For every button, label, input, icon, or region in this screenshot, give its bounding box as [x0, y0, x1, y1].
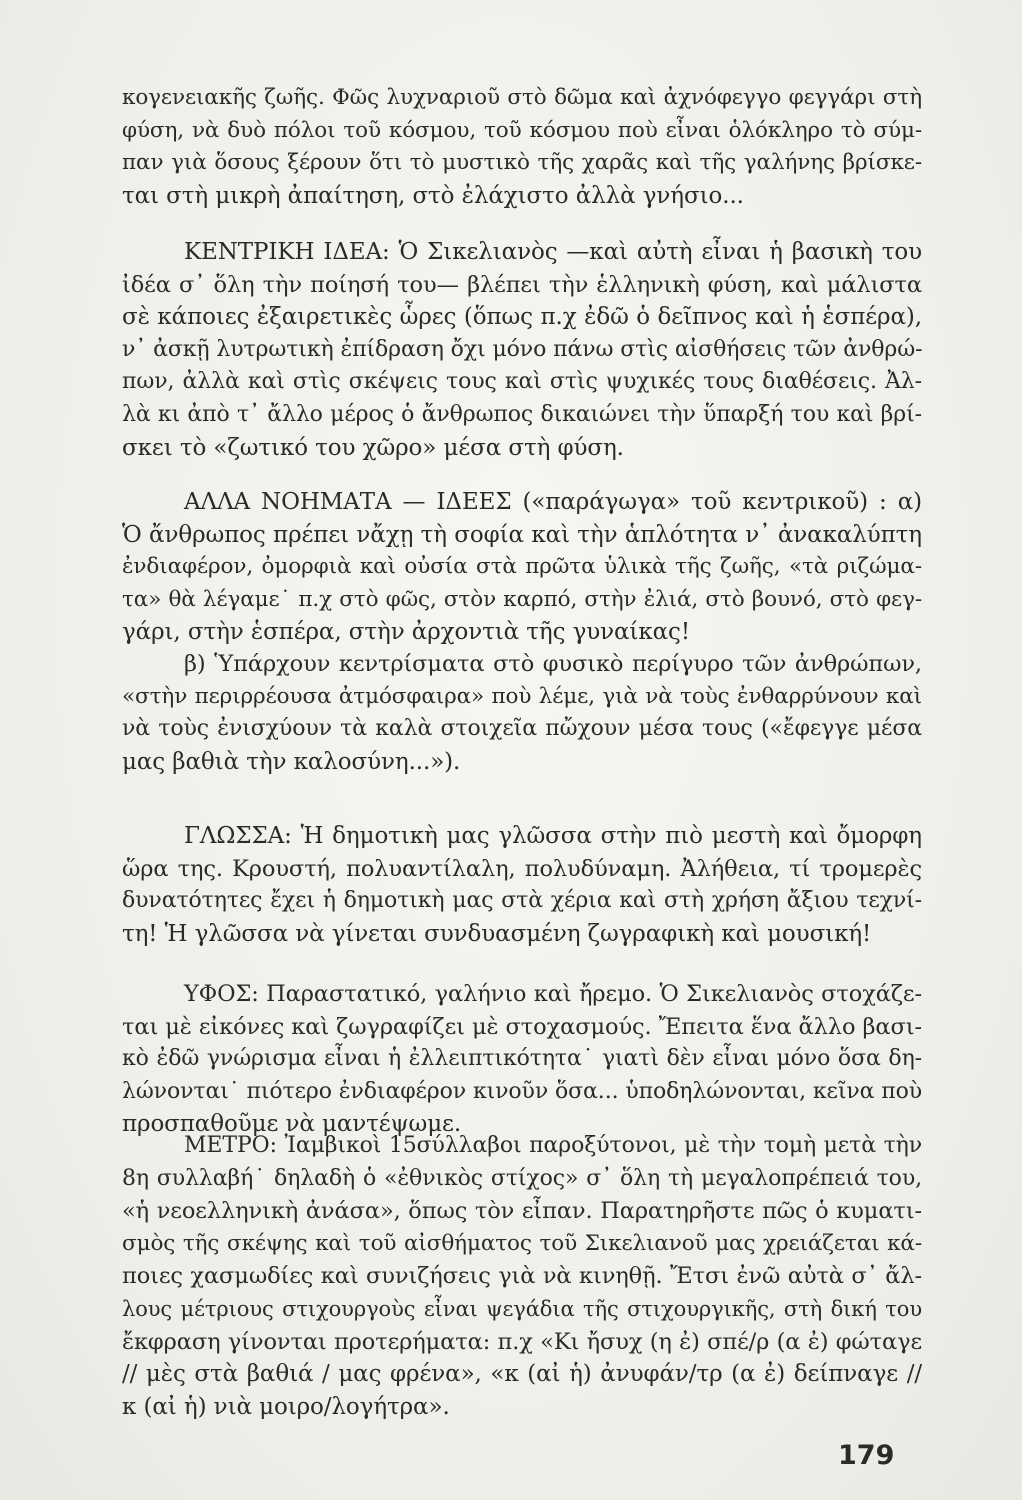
text-line: δυνατότητες ἔχει ἡ δημοτικὴ μας στὰ χέρια καὶ στὴ χρήση ἄξιου τεχνί- [122, 888, 922, 914]
text-line: σὲ κάποιες ἐξαιρετικὲς ὧρες (ὅπως π.χ ἐδῶ ὁ δεῖπνος καὶ ἡ ἑσπέρα), [122, 304, 922, 331]
text-line: ἔκφραση γίνονται προτερήματα: π.χ «Κι ἤσυχ (η ἐ) σπέ/ρ (α ἐ) φώταγε [122, 1328, 922, 1355]
text-line: τα» θὰ λέγαμε˙ π.χ στὸ φῶς, στὸν καρπό, στὴν ἐλιά, στὸ βουνό, στὸ φεγ- [122, 586, 922, 612]
text-line: κογενειακῆς ζωῆς. Φῶς λυχναριοῦ στὸ δῶμα καὶ ἀχνόφεγγο φεγγάρι στὴ [122, 85, 922, 110]
page-number: 179 [838, 1440, 895, 1471]
text-line: λους μέτριους στιχουργοὺς εἶναι ψεγάδια τῆς στιχουργικῆς, στὴ δική του [122, 1296, 922, 1321]
text-line: Ὁ ἄνθρωπος πρέπει νἄχῃ τὴ σοφία καὶ τὴν ἁπλότητα ν᾽ ἀνακαλύπτη [122, 521, 922, 548]
text-line: σκει τὸ «ζωτικό του χῶρο» μέσα στὴ φύση. [122, 434, 624, 461]
text-line: τη! Ἡ γλῶσσα νὰ γίνεται συνδυασμένη ζωγραφικὴ καὶ μουσική! [122, 920, 872, 947]
text-line: ποιες χασμωδίες καὶ συνιζήσεις γιὰ νὰ κινηθῇ. Ἔτσι ἐνῶ αὐτὰ σ᾽ ἄλ- [122, 1263, 922, 1290]
text-line: κ (αἰ ἡ) νιὰ μοιρο/λογήτρα». [122, 1393, 450, 1420]
text-line: «ἡ νεοελληνικὴ ἀνάσα», ὅπως τὸν εἶπαν. Παρατηρῆστε πῶς ὁ κυματι- [122, 1198, 922, 1225]
text-line: ΜΕΤΡΟ: Ἰαμβικοὶ 15σύλλαβοι παροξύτονοι, μὲ τὴν τομὴ μετὰ τὴν [184, 1133, 922, 1158]
text-line: σμὸς τῆς σκέψης καὶ τοῦ αἰσθήματος τοῦ Σικελιανοῦ μας χρειάζεται κά- [122, 1230, 922, 1256]
text-line: ΓΛΩΣΣΑ: Ἡ δημοτικὴ μας γλῶσσα στὴν πιὸ μεστὴ καὶ ὄμορφη [184, 823, 922, 849]
paragraph-other-ideas-b [122, 648, 922, 778]
text-line: ὥρα της. Κρουστή, πολυαντίλαλη, πολυδύναμη. Ἀλήθεια, τί τρομερὲς [122, 855, 922, 882]
text-line: φύση, νὰ δυὸ πόλοι τοῦ κόσμου, τοῦ κόσμου ποὺ εἶναι ὁλόκληρο τὸ σύμ- [122, 117, 922, 143]
paragraph-central-idea [122, 236, 922, 464]
paragraph-language [122, 820, 922, 950]
text-line: ΑΛΛΑ ΝΟΗΜΑΤΑ — ΙΔΕΕΣ («παράγωγα» τοῦ κεντρικοῦ) : α) [184, 489, 922, 515]
text-line: λώνονται˙ πιότερο ἐνδιαφέρον κινοῦν ὅσα... ὑποδηλώνονται, κεῖνα ποὺ [122, 1078, 923, 1104]
text-line: γάρι, στὴν ἑσπέρα, στὴν ἀρχοντιὰ τῆς γυναίκας! [122, 619, 690, 646]
paragraph-meter [122, 1130, 922, 1423]
text-line: πων, ἀλλὰ καὶ στὶς σκέψεις τους καὶ στὶς ψυχικές τους διαθέσεις. Ἀλ- [122, 369, 922, 395]
text-line: νὰ τοὺς ἐνισχύουν τὰ καλὰ στοιχεῖα πὤχουν μέσα τους («ἔφεγγε μέσα [122, 716, 922, 742]
text-line: β) Ὑπάρχουν κεντρίσματα στὸ φυσικὸ περίγυρο τῶν ἀνθρώπων, [184, 651, 922, 677]
text-line: προσπαθοῦμε νὰ μαντέψωμε. [122, 1111, 462, 1138]
text-line: ΚΕΝΤΡΙΚΗ ΙΔΕΑ: Ὁ Σικελιανὸς —καὶ αὐτὴ εἶναι ἡ βασικὴ του [184, 239, 922, 265]
paragraph-intro [122, 82, 922, 212]
text-line: κὸ ἐδῶ γνώρισμα εἶναι ἡ ἐλλειπτικότητα˙ γιατὶ δὲν εἶναι μόνο ὅσα δη- [122, 1046, 922, 1072]
text-line: 8η συλλαβή˙ δηλαδὴ ὁ «ἐθνικὸς στίχος» σ᾽ ὅλη τὴ μεγαλοπρέπειά του, [122, 1165, 922, 1191]
text-line: ἐνδιαφέρον, ὀμορφιὰ καὶ οὐσία στὰ πρῶτα ὑλικὰ τῆς ζωῆς, «τὰ ριζώμα- [122, 554, 922, 580]
text-line: ἰδέα σ᾽ ὅλη τὴν ποίησή του— βλέπει τὴν ἑλληνικὴ φύση, καὶ μάλιστα [122, 271, 922, 298]
paragraph-other-ideas-a [122, 486, 922, 649]
text-line: λὰ κι ἀπὸ τ᾽ ἄλλο μέρος ὁ ἄνθρωπος δικαιώνει τὴν ὕπαρξή του καὶ βρί- [122, 401, 922, 427]
text-line: μας βαθιὰ τὴν καλοσύνη...»). [122, 748, 461, 775]
text-line: ται μὲ εἰκόνες καὶ ζωγραφίζει μὲ στοχασμούς. Ἔπειτα ἕνα ἄλλο βασι- [122, 1013, 922, 1040]
text-line: ται στὴ μικρὴ ἀπαίτηση, στὸ ἐλάχιστο ἀλλὰ γνήσιο... [122, 182, 744, 209]
text-line: ΥΦΟΣ: Παραστατικό, γαλήνιο καὶ ἤρεμο. Ὁ Σικελιανὸς στοχάζε- [184, 981, 922, 1007]
text-line: «στὴν περιρρέουσα ἀτμόσφαιρα» ποὺ λέμε, γιὰ νὰ τοὺς ἐνθαρρύνουν καὶ [122, 683, 922, 709]
paragraph-style [122, 978, 922, 1141]
text-line: // μὲς στὰ βαθιά / μας φρένα», «κ (αἰ ἡ) ἀνυφάν/τρ (α ἐ) δείπναγε // [122, 1361, 922, 1388]
text-line: παν γιὰ ὅσους ξέρουν ὅτι τὸ μυστικὸ τῆς χαρᾶς καὶ τῆς γαλήνης βρίσκε- [122, 150, 922, 176]
text-line: ν᾽ ἀσκῇ λυτρωτικὴ ἐπίδραση ὄχι μόνο πάνω στὶς αἰσθήσεις τῶν ἀνθρώ- [122, 336, 923, 362]
